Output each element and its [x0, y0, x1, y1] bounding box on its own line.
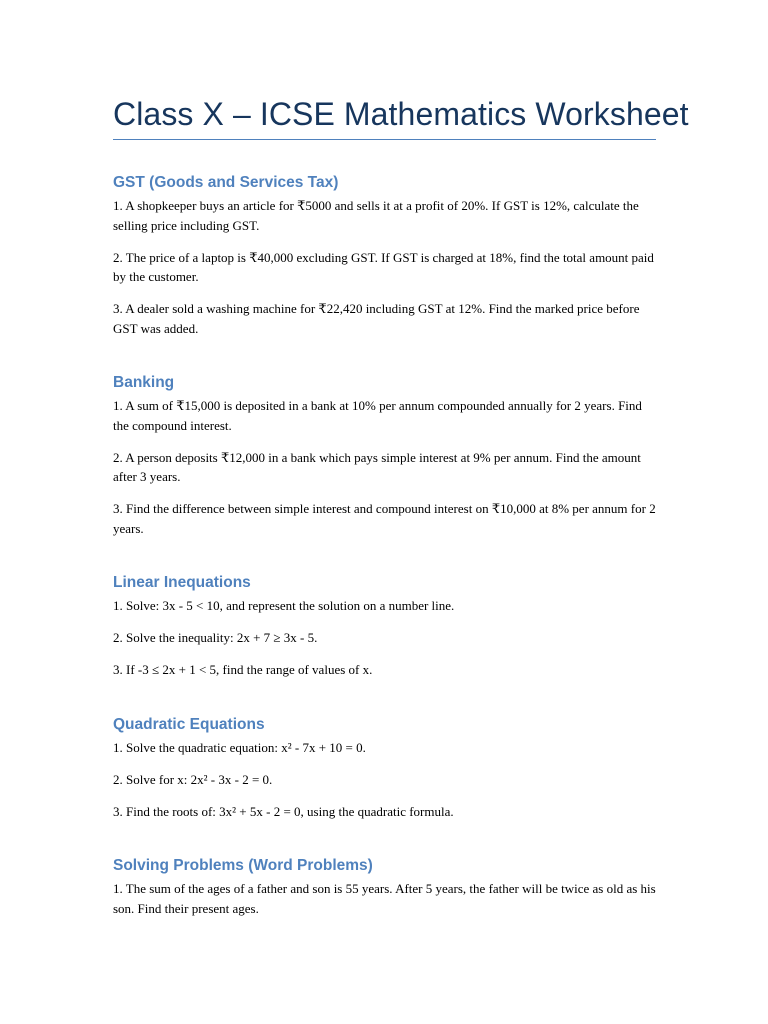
question-item: 1. The sum of the ages of a father and son is 55 years. After 5 years, the father will be twice as old as his son. Find their present ages.: [113, 881, 656, 916]
question-item: 2. Solve the inequality: 2x + 7 ≥ 3x - 5.: [113, 630, 318, 645]
title-divider: [113, 139, 656, 140]
question-item: 1. Solve: 3x - 5 < 10, and represent the solution on a number line.: [113, 598, 455, 613]
section-heading: GST (Goods and Services Tax): [113, 174, 339, 191]
section-quadratic-equations: [113, 715, 656, 822]
question-item: 3. If -3 ≤ 2x + 1 < 5, find the range of values of x.: [113, 662, 373, 677]
section-heading: Solving Problems (Word Problems): [113, 857, 373, 874]
question-item: 3. Find the difference between simple interest and compound interest on ₹10,000 at 8% per annum for 2 years.: [113, 501, 656, 536]
question-item: 2. The price of a laptop is ₹40,000 excluding GST. If GST is charged at 18%, find the total amount paid by the customer.: [113, 249, 654, 284]
section-linear-inequations: [113, 573, 656, 680]
question-item: 1. A sum of ₹15,000 is deposited in a bank at 10% per annum compounded annually for 2 years. Find the compound interest.: [113, 398, 642, 433]
section-word-problems: [113, 856, 656, 918]
question-item: 1. A shopkeeper buys an article for ₹5000 and sells it at a profit of 20%. If GST is 12%, calculate the selling price including GST.: [113, 198, 639, 233]
section-heading: Quadratic Equations: [113, 715, 265, 733]
question-item: 2. A person deposits ₹12,000 in a bank which pays simple interest at 9% per annum. Find the amount after 3 years.: [113, 449, 641, 484]
section-heading: Banking: [113, 374, 175, 391]
question-item: 3. Find the roots of: 3x² + 5x - 2 = 0, using the quadratic formula.: [113, 803, 454, 819]
question-item: 2. Solve for x: 2x² - 3x - 2 = 0.: [113, 771, 273, 787]
section-heading: Linear Inequations: [113, 574, 251, 591]
document-title: Class X – ICSE Mathematics Worksheet: [113, 96, 689, 132]
section-gst: [113, 173, 656, 338]
question-item: 3. A dealer sold a washing machine for ₹22,420 including GST at 12%. Find the marked price before GST was added.: [113, 301, 640, 336]
question-item: 1. Solve the quadratic equation: x² - 7x + 10 = 0.: [113, 739, 366, 755]
section-banking: [113, 373, 656, 538]
document-page: [113, 0, 689, 918]
